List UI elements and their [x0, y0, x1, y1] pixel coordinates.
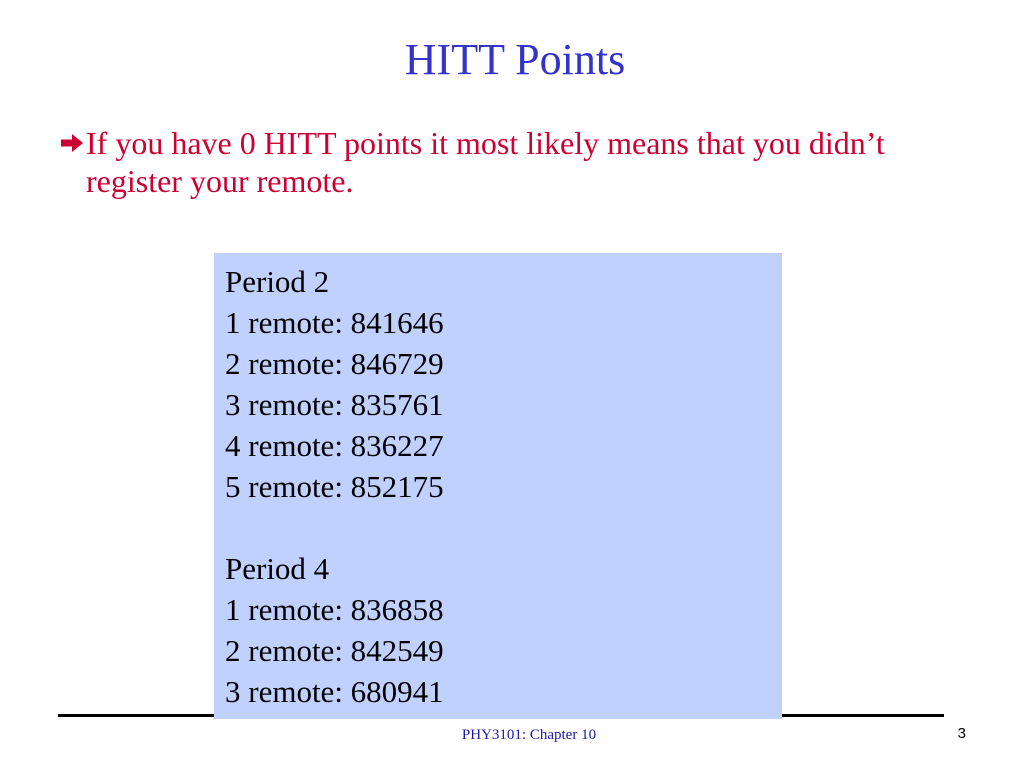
remote-entry: 1 remote: 841646 — [225, 305, 444, 340]
remote-entry: 5 remote: 852175 — [225, 469, 444, 504]
remote-entry: 2 remote: 842549 — [225, 633, 444, 668]
remote-list-box — [214, 253, 782, 719]
remote-entry: 1 remote: 836858 — [225, 592, 444, 627]
remote-entry: 3 remote: 835761 — [225, 387, 444, 422]
period-heading: Period 2 — [225, 264, 330, 299]
blank-line — [225, 507, 782, 548]
remote-entry: 3 remote: 680941 — [225, 674, 444, 709]
page-number: 3 — [957, 725, 966, 742]
slide-title: HITT Points — [404, 35, 626, 84]
bullet-point — [58, 124, 958, 200]
footer-course-label: PHY3101: Chapter 10 — [461, 727, 597, 743]
remote-entry: 2 remote: 846729 — [225, 346, 444, 381]
period-heading: Period 4 — [225, 551, 330, 586]
right-arrow-icon — [58, 129, 86, 157]
bullet-text: If you have 0 HITT points it most likely means that you didn’t register your remote. — [86, 125, 885, 199]
remote-entry: 4 remote: 836227 — [225, 428, 444, 463]
